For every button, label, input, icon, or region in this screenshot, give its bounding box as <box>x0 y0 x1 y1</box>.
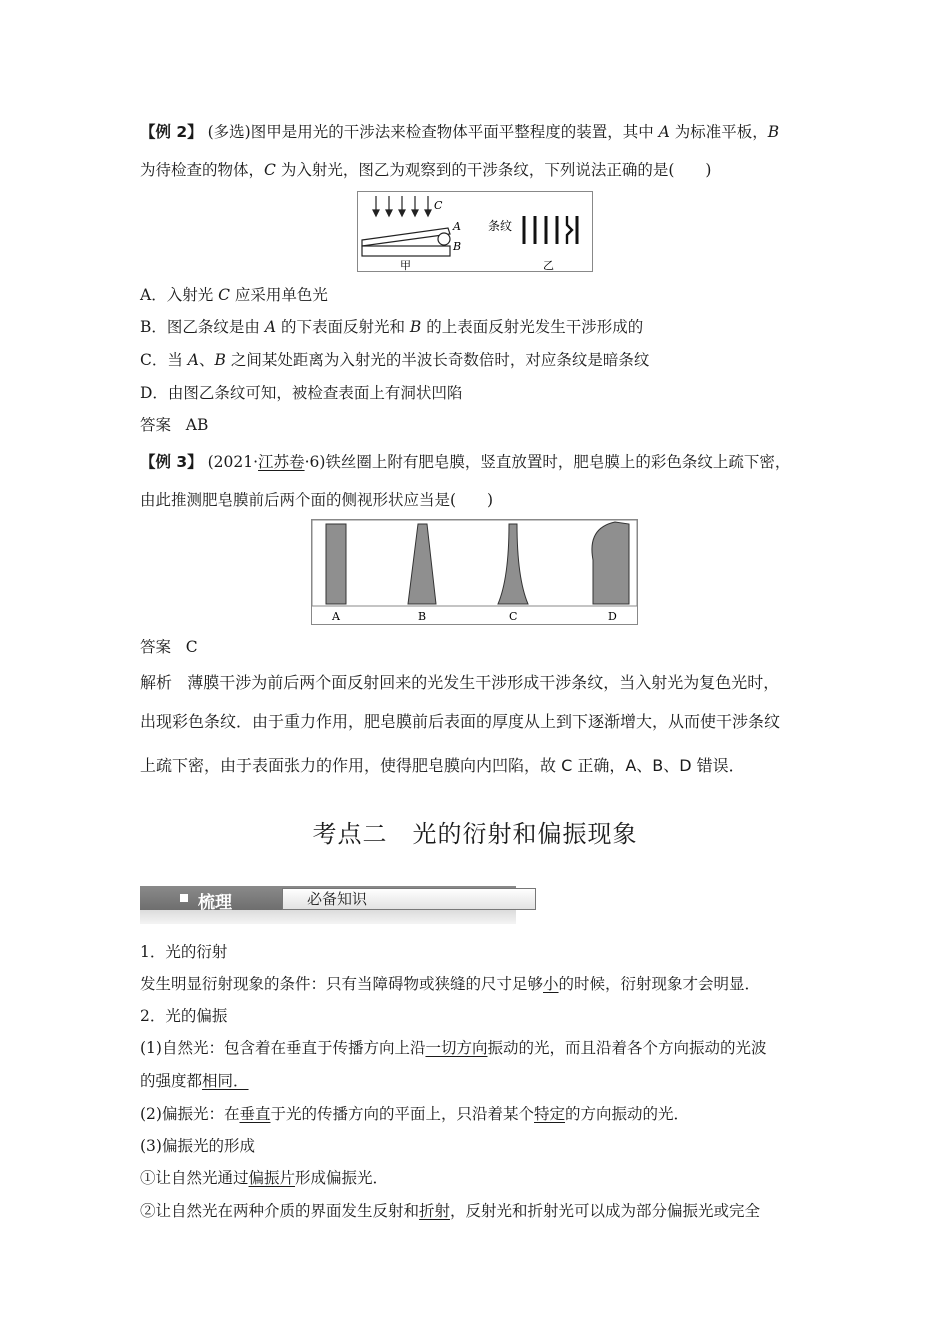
option-a: A．入射光 C 应采用单色光 <box>140 286 328 304</box>
example-3-answer: 答案 C <box>140 638 198 656</box>
natural-light-line-1: (1)自然光：包含着在垂直于传播方向上沿一切方向振动的光，而且沿着各个方向振动的光波 <box>140 1039 767 1057</box>
formation-1: ①让自然光通过偏振片形成偏振光． <box>140 1169 389 1187</box>
option-b: B．图乙条纹是由 A 的下表面反射光和 B 的上表面反射光发生干涉形成的 <box>140 318 644 336</box>
example-2-answer: 答案 AB <box>140 416 209 434</box>
heading-polarization: 2．光的偏振 <box>140 1007 228 1025</box>
heading-diffraction: 1．光的衍射 <box>140 943 228 961</box>
example-3-line-2: 由此推测肥皂膜前后两个面的侧视形状应当是( ) <box>140 491 494 509</box>
section-banner <box>140 886 516 924</box>
analysis-line-3: 上疏下密，由于表面张力的作用，使得肥皂膜向内凹陷，故 C 正确，A、B、D 错误． <box>140 756 745 775</box>
option-c: C．当 A、B 之间某处距离为入射光的半波长奇数倍时，对应条纹是暗条纹 <box>140 351 650 369</box>
svg-text:A: A <box>332 610 340 623</box>
formation-2: ②让自然光在两种介质的界面发生反射和折射，反射光和折射光可以成为部分偏振光或完全 <box>140 1202 761 1220</box>
section-title: 考点二 光的衍射和偏振现象 <box>312 820 638 848</box>
soap-film-figure <box>311 519 638 625</box>
analysis-line-2: 出现彩色条纹．由于重力作用，肥皂膜前后表面的厚度从上到下逐渐增大，从而使干涉条纹 <box>140 712 781 731</box>
source-link: 江苏卷 <box>258 453 305 471</box>
svg-text:A: A <box>453 220 461 233</box>
example-2-line-1: 【例 2】 (多选)图甲是用光的干涉法来检查物体平面平整程度的装置，其中 A 为标准平板，B <box>140 123 780 141</box>
polarized-light: (2)偏振光：在垂直于光的传播方向的平面上，只沿着某个特定的方向振动的光． <box>140 1105 690 1123</box>
option-d: D．由图乙条纹可知，被检查表面上有洞状凹陷 <box>140 384 463 402</box>
svg-text:条纹: 条纹 <box>488 219 513 233</box>
svg-text:B: B <box>453 240 462 253</box>
svg-text:D: D <box>608 610 617 623</box>
svg-text:C: C <box>509 610 518 623</box>
diffraction-condition: 发生明显衍射现象的条件：只有当障碍物或狭缝的尺寸足够小的时候，衍射现象才会明显． <box>140 975 761 993</box>
svg-text:B: B <box>418 610 427 623</box>
example-3-line-1: 【例 3】 (2021·江苏卷·6)铁丝圈上附有肥皂膜，竖直放置时，肥皂膜上的彩色条纹上疏下密， <box>140 453 791 471</box>
svg-text:甲: 甲 <box>400 259 411 271</box>
example-tag: 【例 3】 <box>140 453 203 471</box>
interference-figure <box>357 191 593 272</box>
natural-light-line-2: 的强度都相同． <box>140 1072 249 1090</box>
svg-text:C: C <box>434 199 443 212</box>
banner-tab: 必备知识 <box>282 888 536 910</box>
soap-film-side-views <box>312 520 637 624</box>
analysis-line-1: 解析 薄膜干涉为前后两个面反射回来的光发生干涉形成干涉条纹，当入射光为复色光时， <box>140 673 780 692</box>
svg-text:乙: 乙 <box>543 259 554 271</box>
example-2-line-2: 为待检查的物体，C 为入射光，图乙为观察到的干涉条纹，下列说法正确的是( ) <box>140 161 712 179</box>
shape-d <box>592 522 629 604</box>
example-tag: 【例 2】 <box>140 123 203 141</box>
interference-apparatus-diagram <box>358 192 592 271</box>
shape-a <box>326 524 346 604</box>
polarization-formation: (3)偏振光的形成 <box>140 1137 255 1155</box>
square-bullet-icon <box>180 894 188 902</box>
banner-title: 梳理 <box>198 893 232 913</box>
